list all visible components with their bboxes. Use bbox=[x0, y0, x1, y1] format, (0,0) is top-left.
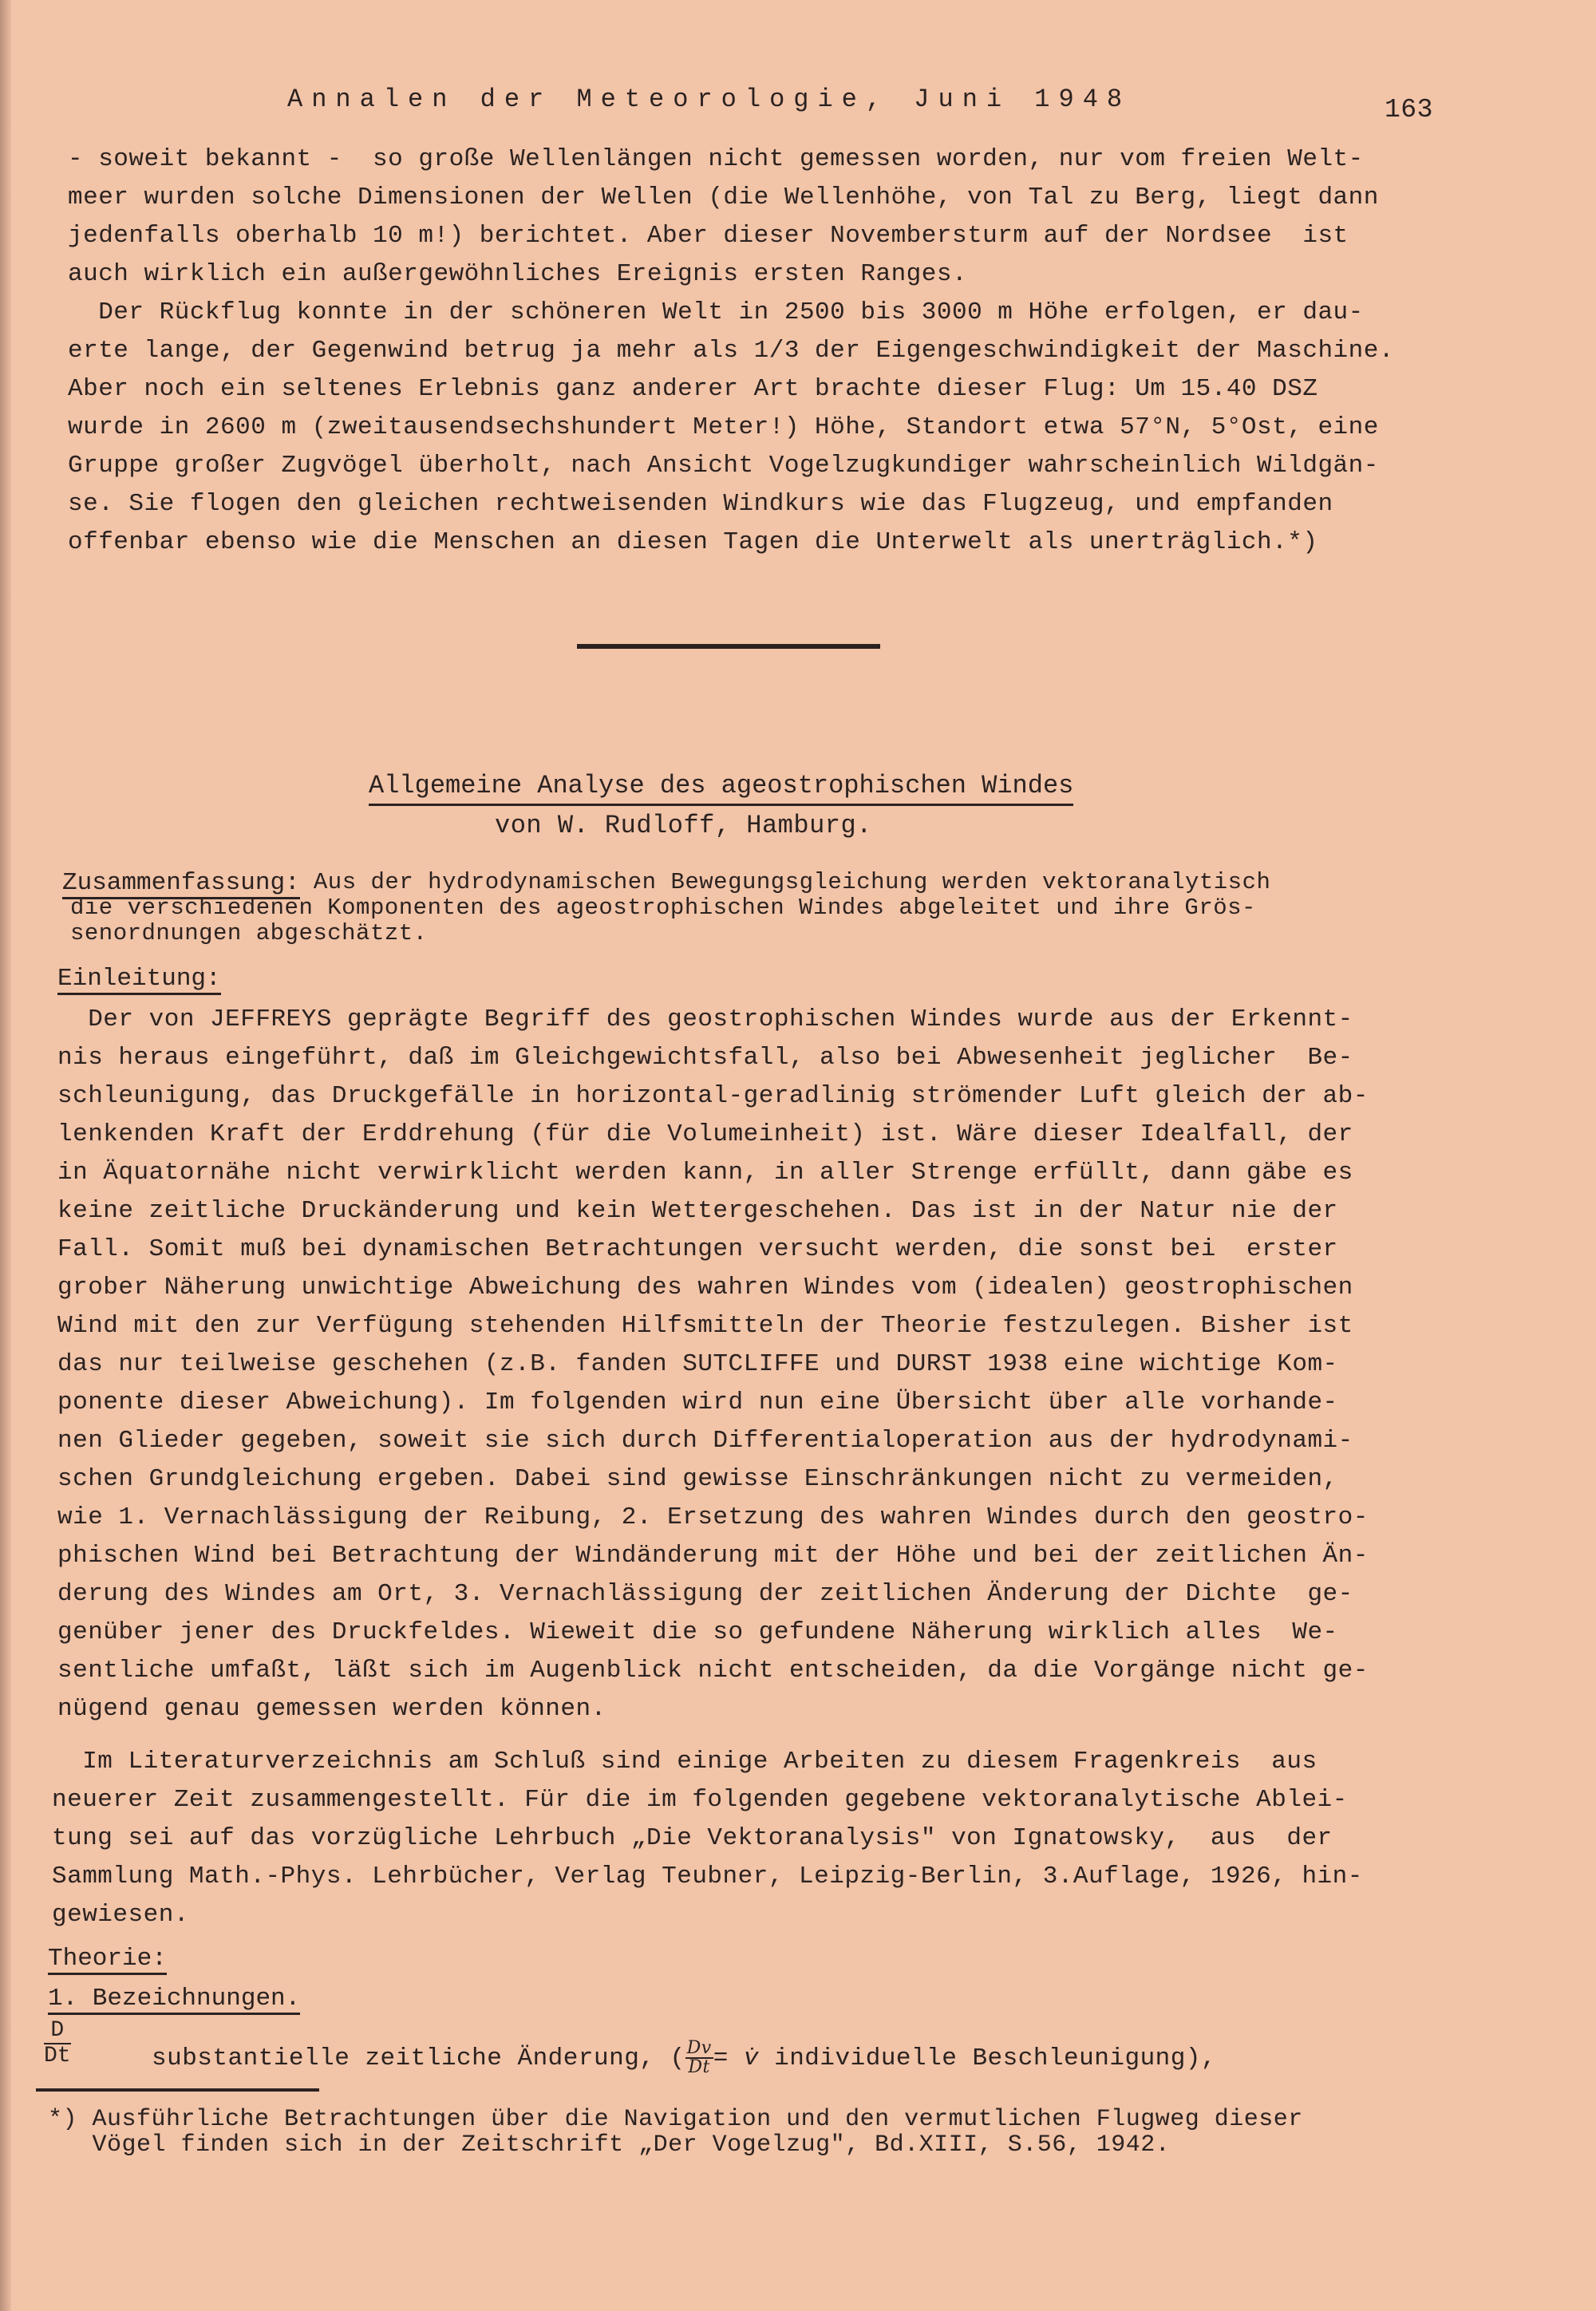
text-line: nis heraus eingeführt, daß im Gleichgewichtsfall, also bei Abwesenheit jeglicher Be- bbox=[57, 1044, 1353, 1072]
fraction-d-dt bbox=[44, 2019, 71, 2068]
text-line: sentliche umfaßt, läßt sich im Augenblick nicht entscheiden, da die Vorgänge nicht ge- bbox=[57, 1657, 1369, 1685]
text-line: phischen Wind bei Betrachtung der Windänderung mit der Höhe und bei der zeitlichen Än- bbox=[57, 1542, 1369, 1570]
footnote-line: *) Ausführliche Betrachtungen über die Navigation und den vermutlichen Flugweg dieser bbox=[48, 2106, 1303, 2133]
text-line: Im Literaturverzeichnis am Schluß sind einige Arbeiten zu diesem Fragenkreis aus bbox=[52, 1748, 1317, 1776]
footnote-line: Vögel finden sich in der Zeitschrift „Der Vogelzug", Bd.XIII, S.56, 1942. bbox=[48, 2131, 1171, 2159]
text-line: Wind mit den zur Verfügung stehenden Hilfsmitteln der Theorie festzulegen. Bisher ist bbox=[57, 1312, 1353, 1340]
text-line: grober Näherung unwichtige Abweichung des wahren Windes vom (idealen) geostrophischen bbox=[57, 1274, 1353, 1302]
text-line: nügend genau gemessen werden können. bbox=[57, 1695, 606, 1723]
text-line: wurde in 2600 m (zweitausendsechshundert Meter!) Höhe, Standort etwa 57°N, 5°Ost, eine bbox=[68, 413, 1379, 441]
text-line: nen Glieder gegeben, soweit sie sich durch Differentialoperation aus der hydrodynami- bbox=[57, 1427, 1353, 1455]
introduction-label: Einleitung: bbox=[57, 966, 221, 995]
fraction-numerator: D bbox=[44, 2019, 71, 2044]
page-number: 163 bbox=[1385, 95, 1433, 124]
text-line: gewiesen. bbox=[52, 1901, 189, 1929]
text-line: Der von JEFFREYS geprägte Begriff des geostrophischen Windes wurde aus der Erkennt- bbox=[57, 1005, 1353, 1033]
text-line: derung des Windes am Ort, 3. Vernachlässigung der zeitlichen Änderung der Dichte ge- bbox=[57, 1580, 1353, 1608]
text-line: in Äquatornähe nicht verwirklicht werden kann, in aller Strenge erfüllt, dann gäbe es bbox=[57, 1159, 1353, 1187]
text-line: schen Grundgleichung ergeben. Dabei sind gewisse Einschränkungen nicht zu vermeiden, bbox=[57, 1465, 1338, 1493]
text-line: offenbar ebenso wie die Menschen an diesen Tagen die Unterwelt als unerträglich.*) bbox=[68, 528, 1318, 556]
text-line: tung sei auf das vorzügliche Lehrbuch „Die Vektoranalysis" von Ignatowsky, aus der bbox=[52, 1824, 1333, 1852]
text-line: Gruppe großer Zugvögel überholt, nach Ansicht Vogelzugkundiger wahrscheinlich Wildgän- bbox=[68, 452, 1379, 480]
text-line: erte lange, der Gegenwind betrug ja mehr als 1/3 der Eigengeschwindigkeit der Maschine. bbox=[68, 337, 1394, 365]
text-line: ponente dieser Abweichung). Im folgenden wird nun eine Übersicht über alle vorhande- bbox=[57, 1389, 1338, 1416]
text-line: se. Sie flogen den gleichen rechtweisenden Windkurs wie das Flugzeug, und empfanden bbox=[68, 490, 1333, 518]
inline-fraction: $\frac{Dv}{Dt}$ bbox=[686, 2038, 712, 2077]
text-line: genüber jener des Druckfeldes. Wieweit die so gefundene Näherung wirklich alles We- bbox=[57, 1618, 1338, 1646]
theory-label: Theorie: bbox=[48, 1946, 167, 1975]
abstract-label: Zusammenfassung: bbox=[62, 870, 300, 899]
fraction-denominator: Dt bbox=[44, 2044, 71, 2068]
text-line: auch wirklich ein außergewöhnliches Ereignis ersten Ranges. bbox=[68, 260, 968, 288]
journal-header: Annalen der Meteorologie, Juni 1948 bbox=[287, 85, 1132, 114]
abstract-line: Aus der hydrodynamischen Bewegungsgleichung werden vektoranalytisch bbox=[299, 869, 1271, 895]
text-line: schleunigung, das Druckgefälle in horizontal-geradlinig strömender Luft gleich der ab- bbox=[57, 1082, 1369, 1110]
notation-definition: substantielle zeitliche Änderung, ( $\frac{Dv}{Dt}=$ v̇ individuelle Beschleunigung), bbox=[152, 2038, 1217, 2077]
abstract-line: die verschiedenen Komponenten des ageostrophischen Windes abgeleitet und ihre Grös- bbox=[70, 895, 1256, 921]
text-line: neuerer Zeit zusammengestellt. Für die im folgenden gegebene vektoranalytische Ablei- bbox=[52, 1786, 1348, 1814]
text-line: Sammlung Math.-Phys. Lehrbücher, Verlag Teubner, Leipzig-Berlin, 3.Auflage, 1926, hin- bbox=[52, 1863, 1363, 1890]
text-line: lenkenden Kraft der Erddrehung (für die Volumeinheit) ist. Wäre dieser Idealfall, der bbox=[57, 1120, 1353, 1148]
abstract-line: senordnungen abgeschätzt. bbox=[70, 920, 428, 946]
text-line: Aber noch ein seltenes Erlebnis ganz anderer Art brachte dieser Flug: Um 15.40 DSZ bbox=[68, 375, 1318, 403]
text-line: wie 1. Vernachlässigung der Reibung, 2. Ersetzung des wahren Windes durch den geostro- bbox=[57, 1503, 1369, 1531]
article-author: von W. Rudloff, Hamburg. bbox=[495, 811, 872, 840]
footnote-divider bbox=[36, 2088, 319, 2092]
text-line: das nur teilweise geschehen (z.B. fanden SUTCLIFFE und DURST 1938 eine wichtige Kom- bbox=[57, 1350, 1338, 1378]
section-divider bbox=[577, 644, 880, 649]
text-line: Fall. Somit muß bei dynamischen Betrachtungen versucht werden, die sonst bei erster bbox=[57, 1235, 1338, 1263]
text-line: keine zeitliche Druckänderung und kein Wettergeschehen. Das ist in der Natur nie der bbox=[57, 1197, 1338, 1225]
text-line: Der Rückflug konnte in der schöneren Welt in 2500 bis 3000 m Höhe erfolgen, er dau- bbox=[68, 298, 1364, 326]
subsection-heading: 1. Bezeichnungen. bbox=[48, 1985, 300, 2015]
text-line: - soweit bekannt - so große Wellenlängen nicht gemessen worden, nur vom freien Welt- bbox=[68, 145, 1364, 173]
text-line: meer wurden solche Dimensionen der Wellen (die Wellenhöhe, von Tal zu Berg, liegt dann bbox=[68, 184, 1379, 211]
text-line: jedenfalls oberhalb 10 m!) berichtet. Aber dieser Novembersturm auf der Nordsee ist bbox=[68, 222, 1349, 250]
article-title: Allgemeine Analyse des ageostrophischen Windes bbox=[369, 770, 1073, 806]
